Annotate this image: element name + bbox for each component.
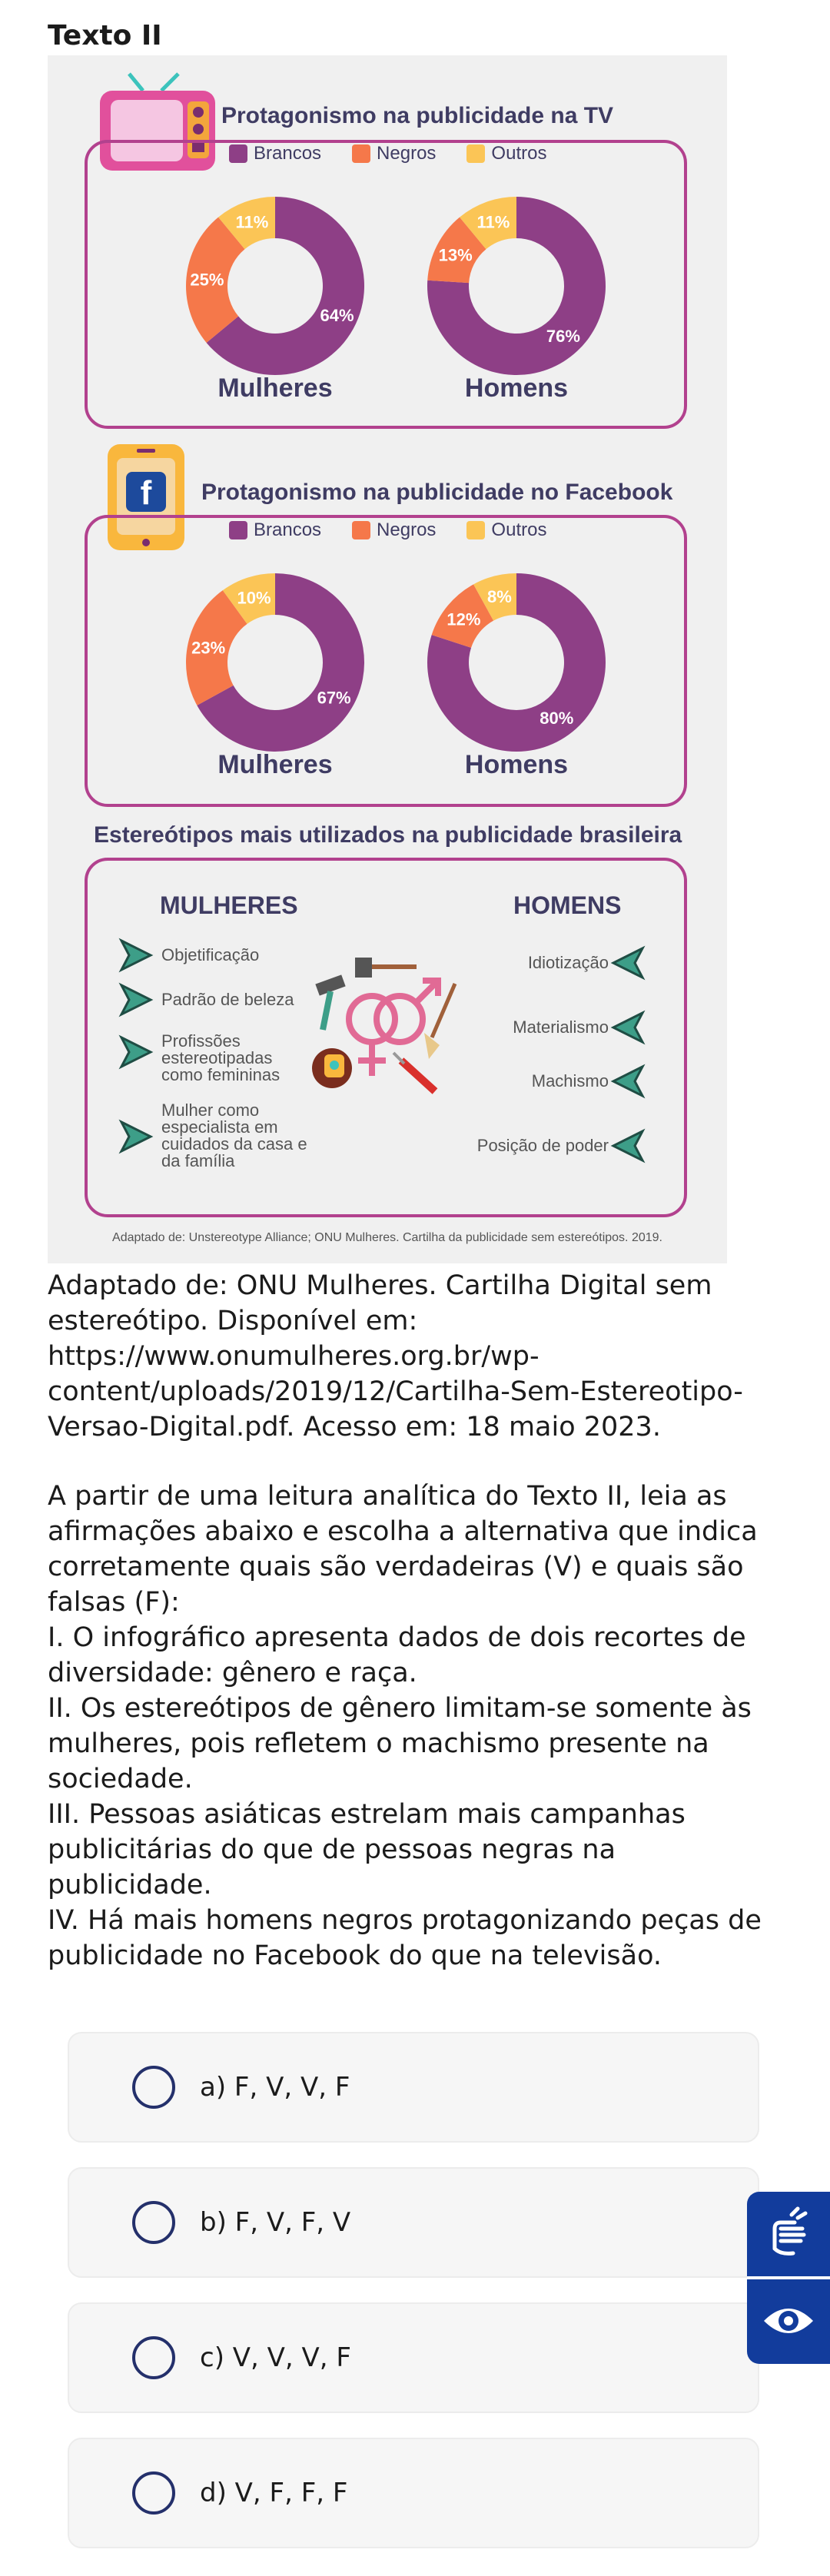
arrow-right-icon: [118, 938, 154, 973]
arrow-left-icon: [610, 1010, 646, 1045]
question-intro: A partir de uma leitura analítica do Texto II, leia as afirmações abaixo e escolha a alternativa que indica corretamente quais são verdadeiras (V) e quais são falsas (F):: [48, 1481, 758, 1618]
option-label: a) F, V, V, F: [200, 2072, 350, 2103]
statement-1: I. O infográfico apresenta dados de dois recortes de diversidade: gênero e raça.: [48, 1622, 746, 1688]
stereotype-men-item: Idiotização: [527, 953, 609, 972]
svg-text:f: f: [140, 474, 152, 512]
gender-symbols-icon: [309, 953, 463, 1107]
facebook-women-label: Mulheres: [217, 750, 333, 779]
tv-section-title: Protagonismo na publicidade na TV: [221, 103, 614, 128]
facebook-men-label: Homens: [464, 750, 569, 779]
legend-other: Outros: [466, 520, 546, 541]
stereotype-women-item: Objetificação: [161, 945, 260, 964]
infographic-source-note: Adaptado de: Unstereotype Alliance; ONU Mulheres. Cartilha da publicidade sem estereótipos. 2019.: [112, 1231, 662, 1244]
statement-3: III. Pessoas asiáticas estrelam mais campanhas publicitárias do que de pessoas negras na publicidade.: [48, 1799, 686, 1900]
tv-women-label: Mulheres: [217, 373, 333, 403]
sign-language-icon[interactable]: [747, 2192, 830, 2275]
radio-button[interactable]: [132, 2066, 175, 2109]
donut-value-label: 80%: [540, 709, 574, 729]
legend-white: Brancos: [229, 520, 321, 541]
radio-button[interactable]: [132, 2336, 175, 2379]
donut-value-label: 67%: [317, 688, 351, 708]
legend-black: Negros: [352, 143, 436, 164]
legend-white: Brancos: [229, 143, 321, 164]
arrow-right-icon: [118, 982, 154, 1017]
stereotype-men-item: Materialismo: [513, 1017, 609, 1037]
arrow-right-icon: [118, 1119, 154, 1154]
donut-facebook-women: [175, 563, 375, 762]
statement-4: IV. Há mais homens negros protagonizando peças de publicidade no Facebook do que na televisão.: [48, 1905, 762, 1971]
stereotypes-women-title: MULHERES: [160, 891, 298, 919]
donut-value-label: 12%: [447, 609, 481, 629]
stereotype-women-item: Mulher como especialista em cuidados da casa e da família: [161, 1100, 307, 1170]
donut-value-label: 11%: [476, 212, 510, 232]
stereotype-men-item: Machismo: [531, 1071, 609, 1090]
arrow-left-icon: [610, 1128, 646, 1164]
option-label: c) V, V, V, F: [200, 2342, 351, 2373]
donut-value-label: 13%: [438, 245, 473, 265]
donut-facebook-men: [417, 563, 616, 762]
accessibility-toolbar: [747, 2192, 830, 2364]
donut-tv-women: [175, 186, 375, 386]
donut-value-label: 10%: [237, 588, 271, 608]
arrow-right-icon: [118, 1034, 154, 1070]
legend-black: Negros: [352, 520, 436, 541]
donut-value-label: 64%: [320, 305, 354, 325]
donut-value-label: 8%: [486, 586, 512, 606]
stereotypes-title: Estereótipos mais utilizados na publicidade brasileira: [94, 822, 682, 848]
answer-option-b[interactable]: [68, 2167, 759, 2278]
donut-value-label: 23%: [191, 638, 226, 658]
facebook-section-title: Protagonismo na publicidade no Facebook: [201, 480, 673, 505]
answer-option-a[interactable]: [68, 2032, 759, 2143]
option-label: b) F, V, F, V: [200, 2207, 351, 2238]
legend-other: Outros: [466, 143, 546, 164]
arrow-left-icon: [610, 945, 646, 981]
statement-2: II. Os estereótipos de gênero limitam-se somente às mulheres, pois refletem o machismo presente na sociedade.: [48, 1693, 752, 1794]
tv-men-label: Homens: [464, 373, 569, 403]
donut-value-label: 25%: [190, 270, 224, 290]
radio-button[interactable]: [132, 2201, 175, 2244]
stereotypes-men-title: HOMENS: [513, 891, 622, 919]
stereotype-women-item: Padrão de beleza: [161, 990, 294, 1009]
answer-option-c[interactable]: [68, 2302, 759, 2413]
donut-tv-men: [417, 186, 616, 386]
stereotype-women-item: Profissões estereotipadas como femininas: [161, 1031, 281, 1084]
option-label: d) V, F, F, F: [200, 2478, 348, 2508]
section-heading: Texto II: [48, 20, 162, 51]
question-text: [48, 1479, 785, 1973]
donut-value-label: 11%: [235, 212, 269, 232]
eye-icon[interactable]: [747, 2279, 830, 2362]
citation-text: Adaptado de: ONU Mulheres. Cartilha Digital sem estereótipo. Disponível em: https://www.onumulheres.org.br/wp-content/uploads/2019/12/Cartilha-Sem-Estereotipo-Versao-Digital.pdf. Acesso em: 18 maio 2023.: [48, 1270, 743, 1442]
infographic: [48, 55, 727, 1263]
arrow-left-icon: [610, 1064, 646, 1099]
donut-value-label: 76%: [546, 326, 580, 346]
answer-option-d[interactable]: [68, 2438, 759, 2548]
radio-button[interactable]: [132, 2471, 175, 2515]
stereotype-men-item: Posição de poder: [476, 1136, 609, 1155]
